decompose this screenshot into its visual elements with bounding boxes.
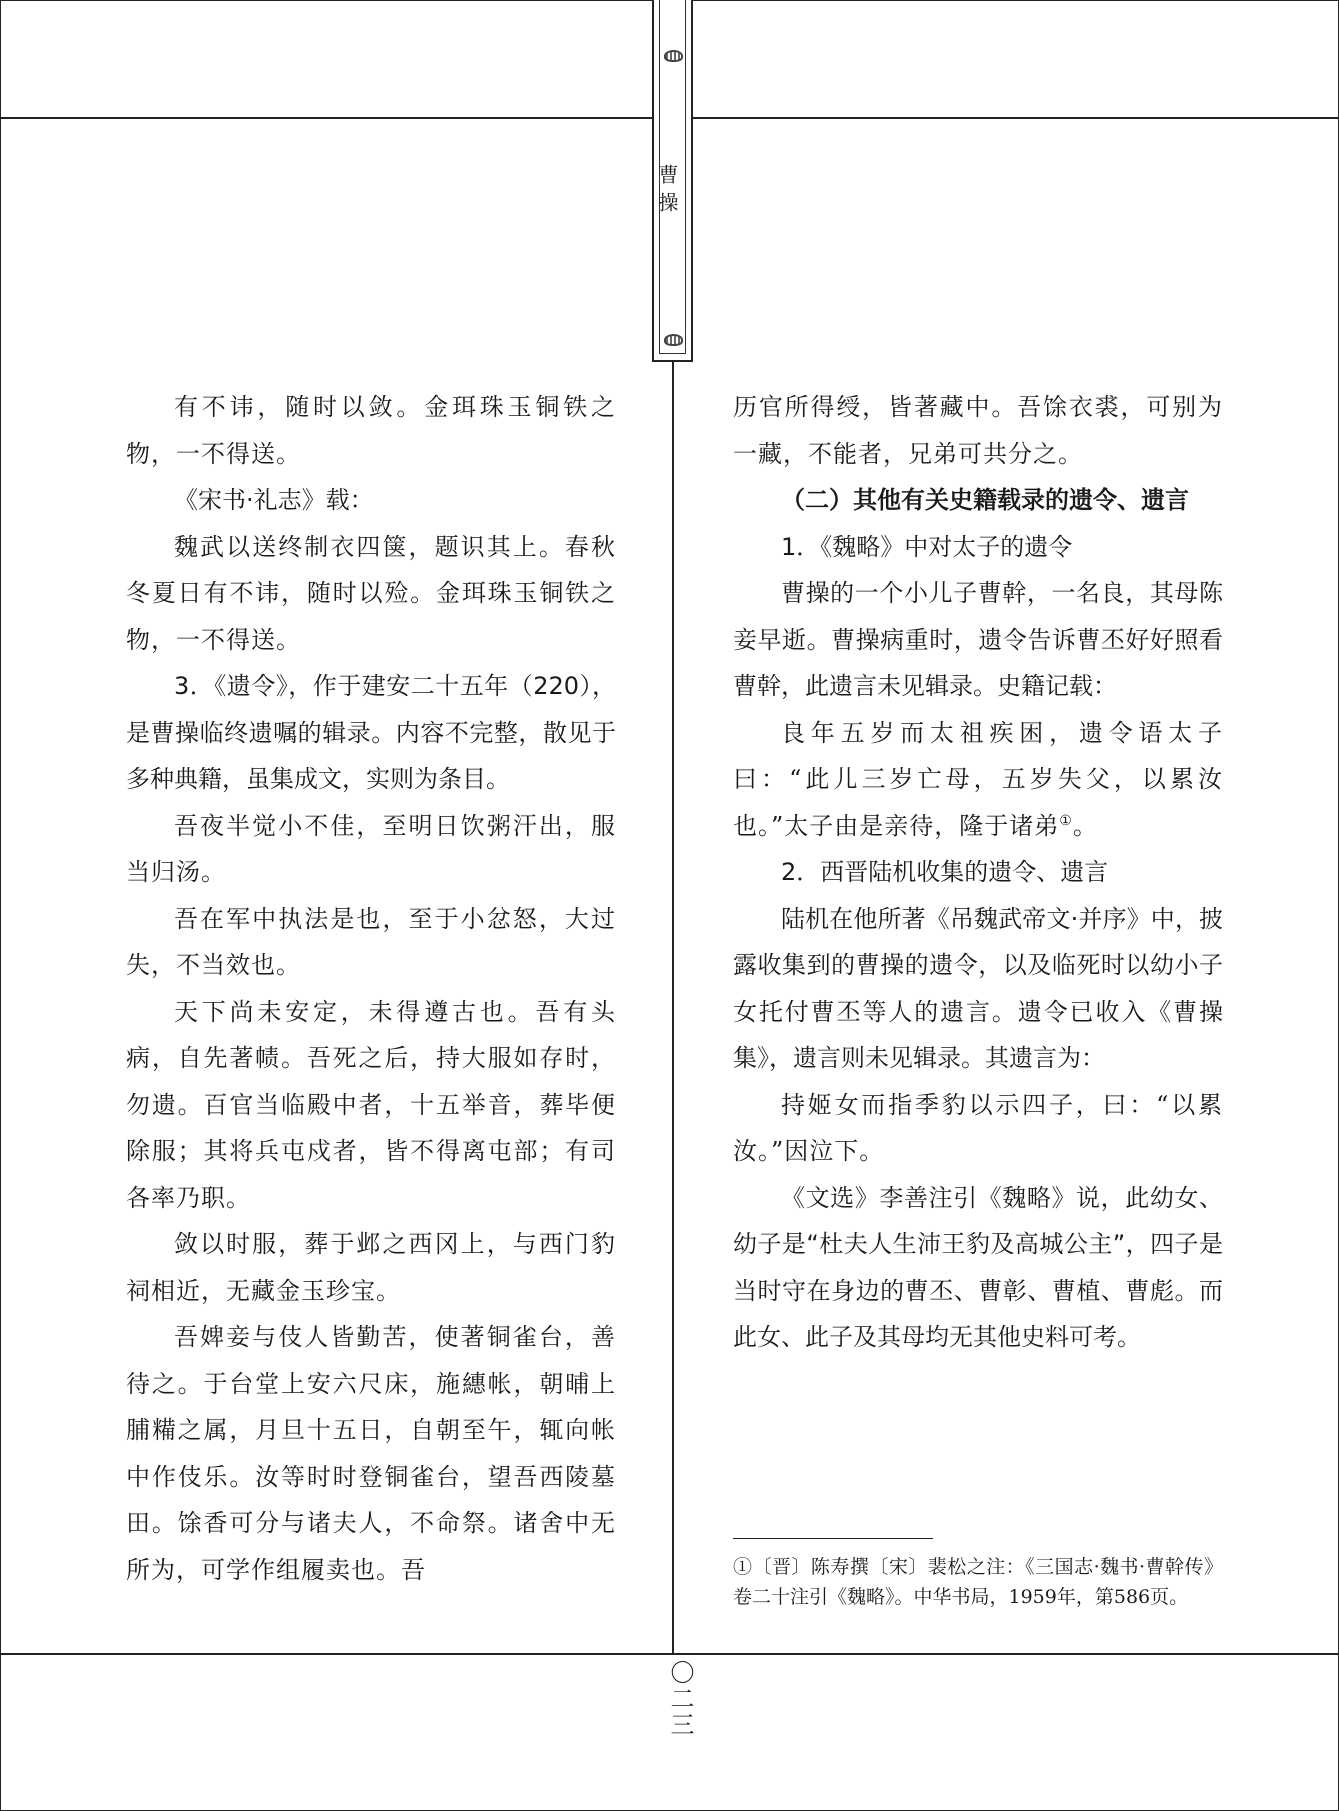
paragraph: 3．《遗令》，作于建安二十五年（220），是曹操临终遗嘱的辑录。内容不完整，散见于多种典籍，虽集成文，实则为条目。 (126, 672, 616, 793)
paragraph: 良年五岁而太祖疾困，遗令语太子曰：“此儿三岁亡母，五岁失父，以累汝也。”太子由是亲待，隆于诸弟①。 (733, 718, 1223, 840)
bottom-rule (0, 1653, 1339, 1655)
column-divider (672, 362, 674, 1654)
spine-tab (652, 0, 693, 362)
paragraph: 《文选》李善注引《魏略》说，此幼女、幼子是“杜夫人生沛王豹及高城公主”，四子是当时守在身边的曹丕、曹彰、曹植、曹彪。而此女、此子及其母均无其他史料可考。 (733, 1183, 1223, 1351)
paragraph: 敛以时服，葬于邺之西冈上，与西门豹祠相近，无藏金玉珍宝。 (126, 1230, 616, 1305)
paragraph: 2．西晋陆机收集的遗令、遗言 (781, 858, 1109, 886)
right-column (733, 384, 1223, 1361)
paragraph: 吾婢妾与伎人皆勤苦，使著铜雀台，善待之。于台堂上安六尺床，施繐帐，朝晡上脯糒之属，月旦十五日，自朝至午，辄向帐中作伎乐。汝等时时登铜雀台，望吾西陵墓田。馀香可分与诸夫人，不命祭。诸舍中无所为，可学作组履卖也。吾 (126, 1323, 616, 1584)
ornament-top-icon (664, 50, 683, 62)
paragraph: 《宋书·礼志》载： (174, 486, 374, 514)
footnote-rule (733, 1538, 933, 1539)
left-column (126, 384, 616, 1593)
paragraph: 吾在军中执法是也，至于小忿怒，大过失，不当效也。 (126, 904, 616, 979)
spine-inner-frame (655, 0, 686, 354)
top-rule-right (693, 117, 1339, 119)
footnote: ①〔晋〕陈寿撰〔宋〕裴松之注：《三国志·魏书·曹幹传》卷二十注引《魏略》。中华书局，1959年，第586页。 (733, 1556, 1223, 1608)
paragraph: 曹操的一个小儿子曹幹，一名良，其母陈妾早逝。曹操病重时，遗令告诉曹丕好好照看曹幹，此遗言未见辑录。史籍记载： (733, 579, 1223, 700)
running-title: 曹操 (655, 164, 679, 220)
paragraph: 有不讳，随时以敛。金珥珠玉铜铁之物，一不得送。 (126, 393, 616, 468)
paragraph: 吾夜半觉小不佳，至明日饮粥汗出，服当归汤。 (126, 811, 616, 886)
paragraph: 持姬女而指季豹以示四子，曰：“以累汝。”因泣下。 (733, 1090, 1223, 1165)
paragraph: 天下尚未安定，未得遵古也。吾有头病，自先著帻。吾死之后，持大服如存时，勿遗。百官当临殿中者，十五举音，葬毕便除服；其将兵屯戍者，皆不得离屯部；有司各率乃职。 (126, 997, 616, 1212)
top-rule-left (0, 117, 652, 119)
ornament-bottom-icon (664, 334, 683, 346)
page-number: 〇二三 (666, 1660, 694, 1738)
paragraph: 魏武以送终制衣四箧，题识其上。春秋冬夏日有不讳，随时以殓。金珥珠玉铜铁之物，一不得送。 (126, 532, 616, 654)
paragraph-tail: 。 (1072, 811, 1098, 840)
paragraph: 1．《魏略》中对太子的遗令 (781, 532, 1073, 561)
paragraph: （二）其他有关史籍载录的遗令、遗言 (781, 486, 1189, 514)
footnote-marker: ① (1059, 812, 1073, 829)
paragraph: 历官所得绶，皆著藏中。吾馀衣裘，可别为一藏，不能者，兄弟可共分之。 (733, 393, 1223, 468)
paragraph: 陆机在他所著《吊魏武帝文·并序》中，披露收集到的曹操的遗令，以及临死时以幼小子女托付曹丕等人的遗言。遗令已收入《曹操集》，遗言则未见辑录。其遗言为： (733, 904, 1223, 1072)
